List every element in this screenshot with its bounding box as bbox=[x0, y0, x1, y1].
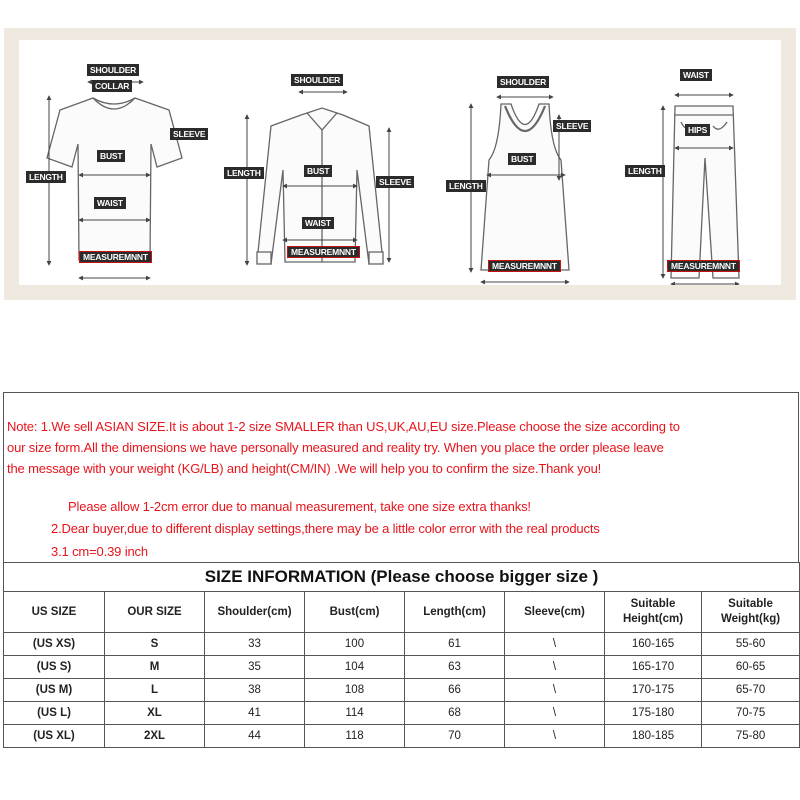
cell-shoulder: 38 bbox=[205, 679, 305, 702]
cell-sleeve: \ bbox=[505, 702, 605, 725]
tank-bust-label: BUST bbox=[508, 153, 536, 165]
cell-sleeve: \ bbox=[505, 679, 605, 702]
pants-hips-label: HIPS bbox=[685, 124, 710, 136]
tshirt-bust-label: BUST bbox=[97, 150, 125, 162]
cell-us-size: (US L) bbox=[4, 702, 105, 725]
table-title: SIZE INFORMATION (Please choose bigger size ) bbox=[4, 563, 800, 592]
header-our-size: OUR SIZE bbox=[105, 592, 205, 633]
cell-height: 160-165 bbox=[605, 633, 702, 656]
cell-height: 165-170 bbox=[605, 656, 702, 679]
shirt-shoulder-label: SHOULDER bbox=[291, 74, 343, 86]
table-row bbox=[4, 725, 800, 748]
shirt-length-label: LENGTH bbox=[224, 167, 264, 179]
cell-weight: 70-75 bbox=[702, 702, 800, 725]
cell-weight: 55-60 bbox=[702, 633, 800, 656]
pants-waist-label: WAIST bbox=[680, 69, 712, 81]
cell-us-size: (US M) bbox=[4, 679, 105, 702]
tank-length-label: LENGTH bbox=[446, 180, 486, 192]
cell-our-size: L bbox=[105, 679, 205, 702]
pants-measurement-label: MEASUREMNNT bbox=[667, 260, 740, 272]
header-length: Length(cm) bbox=[405, 592, 505, 633]
cell-sleeve: \ bbox=[505, 656, 605, 679]
header-shoulder: Shoulder(cm) bbox=[205, 592, 305, 633]
table-row bbox=[4, 702, 800, 725]
cell-us-size: (US XL) bbox=[4, 725, 105, 748]
cell-shoulder: 41 bbox=[205, 702, 305, 725]
tshirt-sleeve-label: SLEEVE bbox=[170, 128, 208, 140]
cell-us-size: (US XS) bbox=[4, 633, 105, 656]
cell-height: 170-175 bbox=[605, 679, 702, 702]
garment-drawings bbox=[19, 40, 781, 285]
note-line-4: Please allow 1-2cm error due to manual measurement, take one size extra thanks! bbox=[68, 499, 531, 514]
tank-shoulder-label: SHOULDER bbox=[497, 76, 549, 88]
note-line-2: our size form.All the dimensions we have personally measured and reality try. When you place the order please leave bbox=[7, 440, 664, 455]
cell-sleeve: \ bbox=[505, 633, 605, 656]
header-bust: Bust(cm) bbox=[305, 592, 405, 633]
header-height: Suitable Height(cm) bbox=[605, 592, 702, 633]
cell-length: 68 bbox=[405, 702, 505, 725]
size-diagram-panel bbox=[4, 28, 796, 300]
size-diagram bbox=[19, 40, 781, 285]
cell-sleeve: \ bbox=[505, 725, 605, 748]
cell-length: 63 bbox=[405, 656, 505, 679]
note-line-3: the message with your weight (KG/LB) and height(CM/IN) .We will help you to confirm the size.Thank you! bbox=[7, 461, 602, 476]
cell-our-size: 2XL bbox=[105, 725, 205, 748]
cell-our-size: XL bbox=[105, 702, 205, 725]
note-line-1: Note: 1.We sell ASIAN SIZE.It is about 1-2 size SMALLER than US,UK,AU,EU size.Please choose the size according to bbox=[7, 419, 680, 434]
cell-height: 175-180 bbox=[605, 702, 702, 725]
tank-measurement-label: MEASUREMNNT bbox=[488, 260, 561, 272]
cell-length: 70 bbox=[405, 725, 505, 748]
cell-weight: 65-70 bbox=[702, 679, 800, 702]
cell-length: 61 bbox=[405, 633, 505, 656]
notes-box bbox=[3, 392, 799, 562]
tshirt-shoulder-label: SHOULDER bbox=[87, 64, 139, 76]
size-table bbox=[3, 562, 800, 748]
cell-bust: 108 bbox=[305, 679, 405, 702]
table-header-row bbox=[4, 592, 800, 633]
cell-shoulder: 33 bbox=[205, 633, 305, 656]
tshirt-waist-label: WAIST bbox=[94, 197, 126, 209]
header-us-size: US SIZE bbox=[4, 592, 105, 633]
pants-length-label: LENGTH bbox=[625, 165, 665, 177]
cell-height: 180-185 bbox=[605, 725, 702, 748]
tshirt-measurement-label: MEASUREMNNT bbox=[79, 251, 152, 263]
cell-bust: 114 bbox=[305, 702, 405, 725]
cell-bust: 104 bbox=[305, 656, 405, 679]
shirt-measurement-label: MEASUREMNNT bbox=[287, 246, 360, 258]
cell-weight: 60-65 bbox=[702, 656, 800, 679]
tank-sleeve-label: SLEEVE bbox=[553, 120, 591, 132]
cell-shoulder: 35 bbox=[205, 656, 305, 679]
tshirt-length-label: LENGTH bbox=[26, 171, 66, 183]
cell-us-size: (US S) bbox=[4, 656, 105, 679]
table-row bbox=[4, 633, 800, 656]
shirt-bust-label: BUST bbox=[304, 165, 332, 177]
cell-shoulder: 44 bbox=[205, 725, 305, 748]
cell-our-size: M bbox=[105, 656, 205, 679]
cell-our-size: S bbox=[105, 633, 205, 656]
shirt-waist-label: WAIST bbox=[302, 217, 334, 229]
cell-length: 66 bbox=[405, 679, 505, 702]
table-row bbox=[4, 656, 800, 679]
header-sleeve: Sleeve(cm) bbox=[505, 592, 605, 633]
note-line-5: 2.Dear buyer,due to different display settings,there may be a little color error with the real products bbox=[51, 521, 600, 536]
table-row bbox=[4, 679, 800, 702]
cell-weight: 75-80 bbox=[702, 725, 800, 748]
note-line-6: 3.1 cm=0.39 inch bbox=[51, 544, 148, 559]
header-weight: Suitable Weight(kg) bbox=[702, 592, 800, 633]
tshirt-collar-label: COLLAR bbox=[92, 80, 132, 92]
tshirt-drawing bbox=[47, 98, 182, 260]
cell-bust: 100 bbox=[305, 633, 405, 656]
cell-bust: 118 bbox=[305, 725, 405, 748]
shirt-sleeve-label: SLEEVE bbox=[376, 176, 414, 188]
